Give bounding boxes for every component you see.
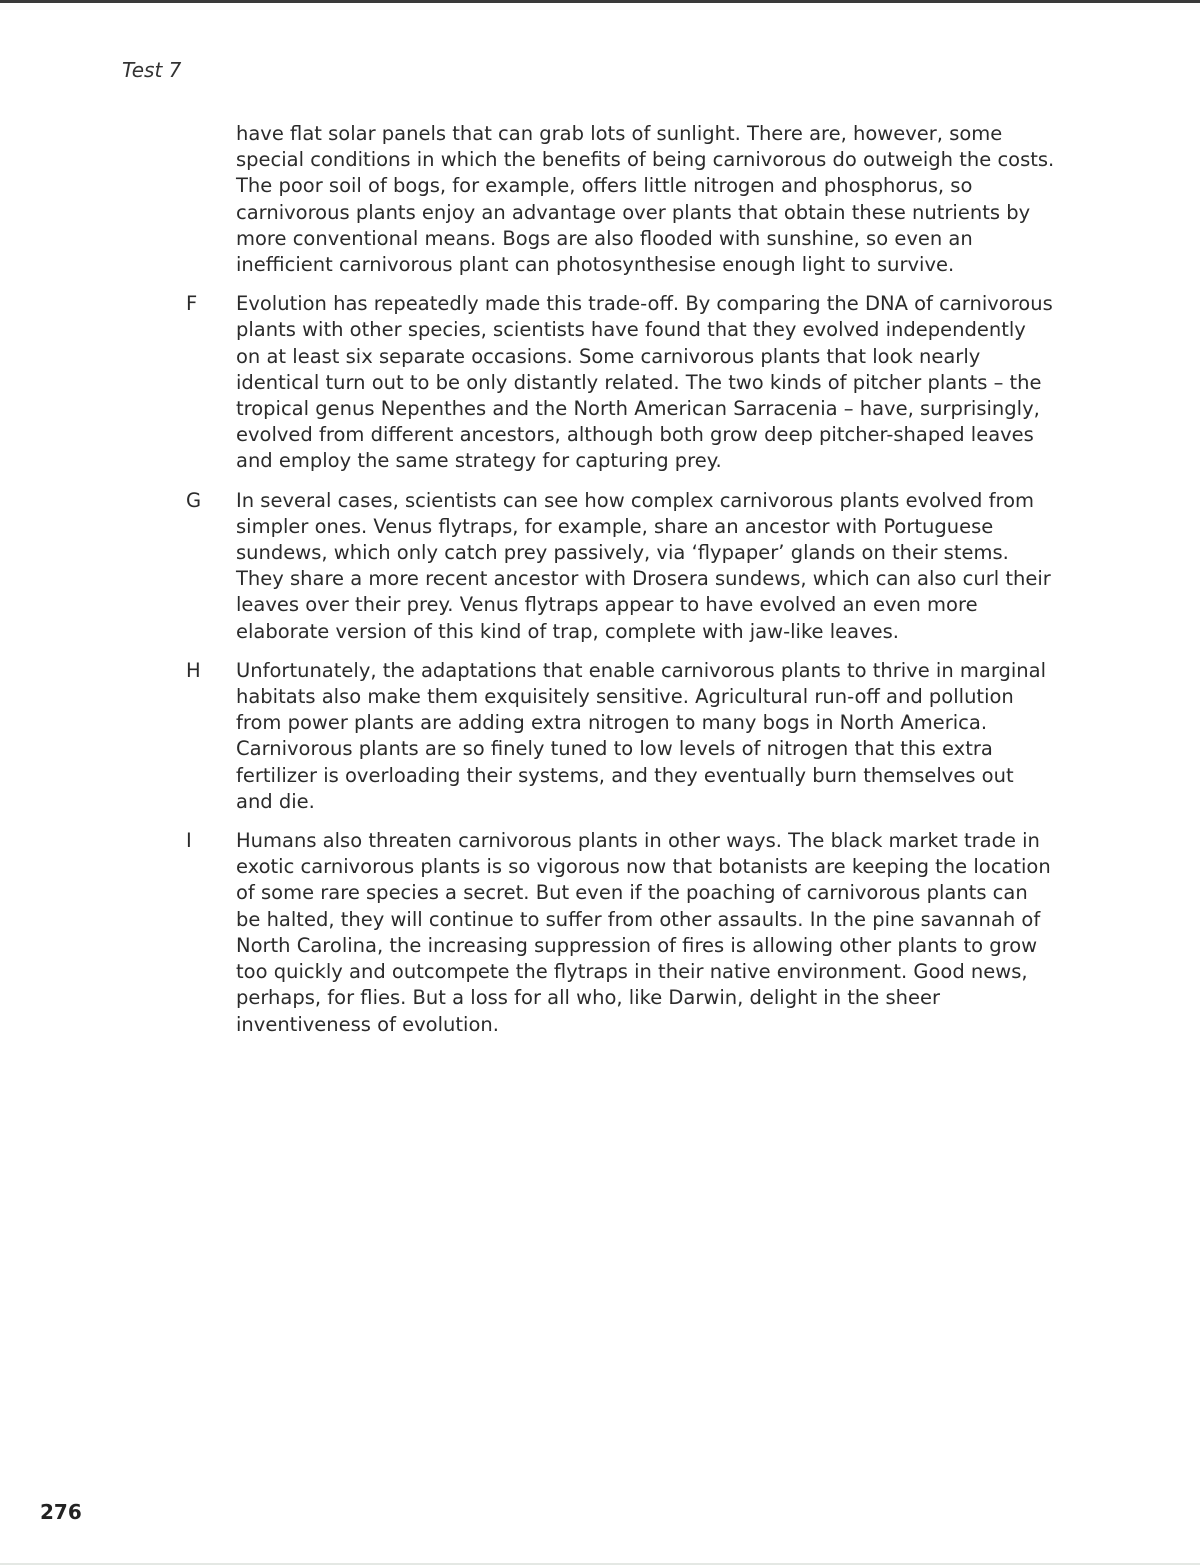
paragraph-letter: H [186, 658, 201, 682]
paragraph-text: have flat solar panels that can grab lots of sunlight. There are, however, some special conditions in which the benefits of being carnivorous do outweigh the costs. The poor soil of bogs, for example, offers little nitrogen and phosphorus, so carnivorous plants enjoy an advantage over plants that obtain these nutrients by more conventional means. Bogs are also flooded with sunshine, so even an inefficient carnivorous plant can photosynthesise enough light to survive. [236, 122, 1055, 277]
running-header: Test 7 [122, 58, 182, 82]
paragraph-letter: I [186, 829, 192, 853]
paragraph-letter: F [186, 292, 198, 316]
paragraph-g [186, 488, 1056, 645]
paragraph-text: Evolution has repeatedly made this trade-off. By comparing the DNA of carnivorous plants with other species, scientists have found that they evolved independently on at least six separate occasions. Some carnivorous plants that look nearly identical turn out to be only distantly related. The two kinds of pitcher plants – the tropical genus Nepenthes and the North American Sarracenia – have, surprisingly, evolved from different ancestors, although both grow deep pitcher-shaped leaves and employ the same strategy for capturing prey. [236, 292, 1053, 473]
paragraph-text: Humans also threaten carnivorous plants in other ways. The black market trade in exotic carnivorous plants is so vigorous now that botanists are keeping the location of some rare species a secret. But even if the poaching of carnivorous plants can be halted, they will continue to suffer from other assaults. In the pine savannah of North Carolina, the increasing suppression of fires is allowing other plants to grow too quickly and outcompete the flytraps in their native environment. Good news, perhaps, for flies. But a loss for all who, like Darwin, delight in the sheer inventiveness of evolution. [236, 829, 1051, 1036]
paragraph-text: In several cases, scientists can see how complex carnivorous plants evolved from simpler ones. Venus flytraps, for example, share an ancestor with Portuguese sundews, which only catch prey passively, via ‘flypaper’ glands on their stems. They share a more recent ancestor with Drosera sundews, which can also curl their leaves over their prey. Venus flytraps appear to have evolved an even more elaborate version of this kind of trap, complete with jaw-like leaves. [236, 488, 1051, 643]
paragraph-h [186, 658, 1056, 815]
top-border-line [0, 0, 1200, 3]
paragraph-continued [186, 121, 1056, 278]
paragraph-letter: G [186, 488, 202, 512]
paragraph-f [186, 291, 1056, 474]
page-number: 276 [40, 1500, 82, 1524]
reading-passage [186, 121, 1056, 1051]
paragraph-text: Unfortunately, the adaptations that enable carnivorous plants to thrive in marginal habitats also make them exquisitely sensitive. Agricultural run-off and pollution from power plants are adding extra nitrogen to many bogs in North America. Carnivorous plants are so finely tuned to low levels of nitrogen that this extra fertilizer is overloading their systems, and they eventually burn themselves out and die. [236, 658, 1047, 813]
paragraph-i [186, 828, 1056, 1038]
